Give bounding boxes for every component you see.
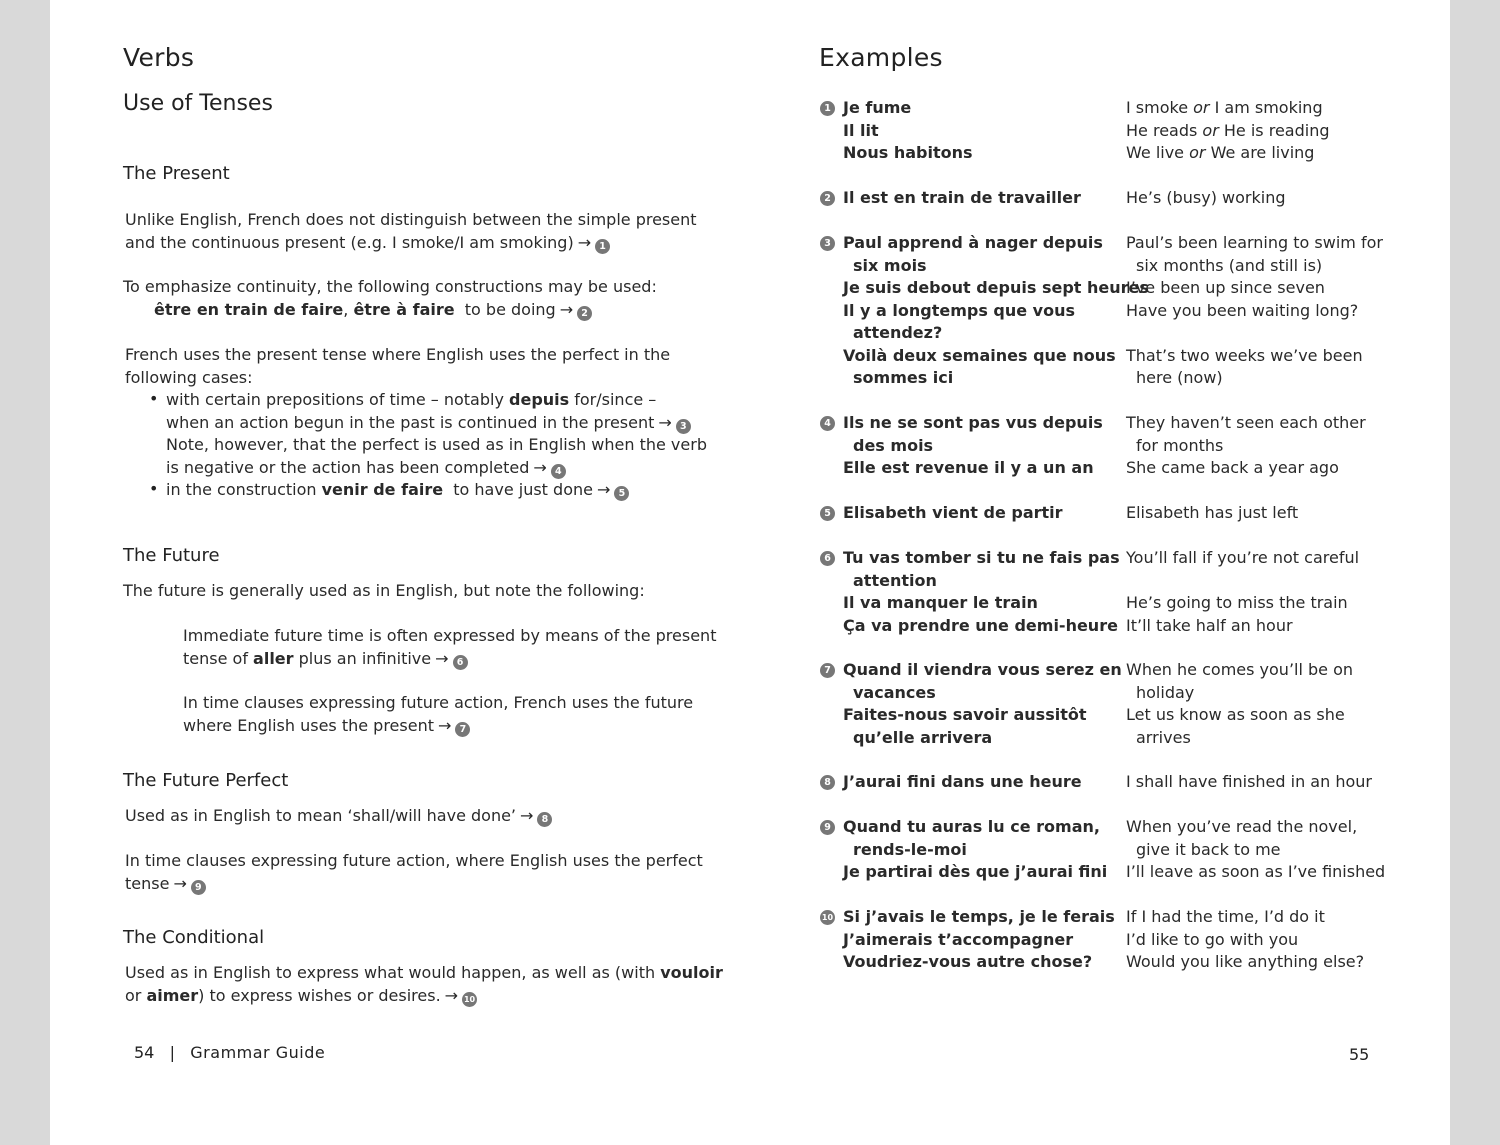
text-line: is negative or the action has been completed [166, 457, 530, 477]
bullet-icon: • [149, 389, 159, 408]
footer-left [134, 1043, 325, 1062]
french-line: Je fume [843, 98, 912, 117]
french-line: Si j’avais le temps, je le ferais [843, 907, 1115, 926]
present-p1 [125, 209, 697, 254]
translation: to be doing [464, 299, 556, 319]
text-line: In time clauses expressing future action, where English uses the perfect [125, 851, 703, 870]
example-ref-7[interactable]: 7 [455, 722, 470, 737]
french-term: vouloir [660, 963, 723, 982]
text-line: Used as in English to mean ‘shall/will have done’ [125, 806, 517, 825]
arrow-icon: → [435, 648, 449, 668]
french-line: Il y a longtemps que vous [843, 300, 1076, 320]
text-line: and the continuous present (e.g. I smoke/I am smoking) [125, 232, 574, 252]
english-line: holiday [1136, 682, 1195, 702]
example-number-8: 8 [820, 775, 835, 790]
french-line: Voilà deux semaines que nous [843, 345, 1116, 365]
english-line: six months (and still is) [1136, 255, 1323, 275]
example-4-french [843, 412, 1103, 480]
example-number-4: 4 [820, 416, 835, 431]
footer-title: Grammar Guide [190, 1043, 326, 1062]
english-line: Paul’s been learning to swim for [1126, 233, 1383, 252]
french-line: attendez? [853, 323, 943, 342]
example-number-5: 5 [820, 506, 835, 521]
footer-separator: | [169, 1043, 176, 1062]
text-line: following cases: [125, 367, 253, 387]
english-line: That’s two weeks we’ve been [1126, 345, 1363, 365]
example-ref-8[interactable]: 8 [537, 812, 552, 827]
english-line: I’ve been up since seven [1126, 278, 1325, 297]
french-line: Tu vas tomber si tu ne fais pas [843, 548, 1120, 567]
arrow-icon: → [559, 299, 574, 319]
text-line: tense [125, 873, 170, 893]
bullet-icon: • [149, 479, 159, 498]
example-5-english: Elisabeth has just left [1126, 503, 1299, 522]
english-line: arrives [1136, 727, 1191, 747]
page-subtitle: Use of Tenses [123, 91, 273, 116]
english-line: I’d like to go with you [1126, 929, 1299, 949]
example-ref-10[interactable]: 10 [462, 992, 477, 1007]
present-p3 [125, 344, 670, 389]
text-span: He is reading [1218, 120, 1330, 140]
example-6-english [1126, 547, 1359, 637]
text-span: I am smoking [1209, 98, 1323, 117]
french-line: rends-le-moi [853, 839, 967, 859]
example-2-english: He’s (busy) working [1126, 188, 1286, 207]
text-span: or [1189, 143, 1206, 162]
example-6-french [843, 547, 1120, 637]
example-3-english [1126, 232, 1383, 390]
english-line: Let us know as soon as she [1126, 705, 1345, 724]
french-line: sommes ici [853, 368, 954, 387]
english-line: If I had the time, I’d do it [1126, 907, 1325, 926]
english-line: It’ll take half an hour [1126, 615, 1293, 635]
heading-present: The Present [123, 163, 230, 184]
french-line: Ça va prendre une demi-heure [843, 615, 1118, 635]
example-8-french: J’aurai fini dans une heure [843, 772, 1082, 791]
french-line: Quand il viendra vous serez en [843, 660, 1122, 679]
conditional-p1 [125, 962, 723, 1007]
example-1-english [1126, 97, 1329, 165]
arrow-icon: → [173, 873, 187, 893]
english-line: give it back to me [1136, 839, 1281, 859]
heading-future-perfect: The Future Perfect [123, 770, 289, 791]
future-perfect-p1 [125, 805, 552, 828]
text-span: or [1202, 120, 1219, 140]
book-spread [50, 0, 1450, 1145]
text-line: Immediate future time is often expressed by means of the present [183, 626, 717, 645]
english-line: Have you been waiting long? [1126, 300, 1359, 320]
text-line: Unlike English, French does not distinguish between the simple present [125, 210, 697, 229]
french-line: Paul apprend à nager depuis [843, 233, 1103, 252]
example-7-english [1126, 659, 1353, 749]
example-number-9: 9 [820, 820, 835, 835]
examples-title: Examples [819, 43, 943, 72]
english-line: here (now) [1136, 368, 1223, 387]
text-line: In time clauses expressing future action, French uses the future [183, 693, 694, 712]
text-span: We are living [1205, 143, 1315, 162]
text-line: when an action begun in the past is continued in the present [166, 412, 655, 432]
french-term: être à faire [353, 299, 455, 319]
english-line: Would you like anything else? [1126, 952, 1365, 971]
text-span: in the construction [166, 480, 322, 499]
text-span: tense of [183, 648, 254, 668]
example-ref-3[interactable]: 3 [676, 419, 691, 434]
bullet-1 [166, 389, 707, 479]
example-ref-6[interactable]: 6 [453, 655, 468, 670]
example-5-french: Elisabeth vient de partir [843, 503, 1063, 522]
text-span: or [125, 985, 147, 1005]
text-span: Used as in English to express what would happen, as well as (with [125, 963, 661, 982]
arrow-icon: → [658, 412, 672, 432]
example-number-3: 3 [820, 236, 835, 251]
text-span: He reads [1126, 120, 1203, 140]
french-line: qu’elle arrivera [853, 727, 993, 747]
french-line: des mois [853, 435, 934, 455]
french-term: être en train de faire [154, 299, 344, 319]
example-3-french [843, 232, 1149, 390]
english-line: You’ll fall if you’re not careful [1126, 548, 1360, 567]
bullet-2 [166, 479, 629, 502]
french-line: Je suis debout depuis sept heures [843, 278, 1149, 297]
heading-conditional: The Conditional [123, 927, 265, 948]
french-term: depuis [509, 390, 570, 409]
example-ref-2[interactable]: 2 [577, 306, 592, 321]
example-ref-5[interactable]: 5 [614, 486, 629, 501]
example-number-1: 1 [820, 101, 835, 116]
arrow-icon: → [596, 480, 611, 499]
example-number-2: 2 [820, 191, 835, 206]
text-span: We live [1126, 143, 1190, 162]
english-line: They haven’t seen each other [1126, 413, 1366, 432]
example-number-10: 10 [820, 910, 835, 925]
text-line: where English uses the present [183, 715, 434, 735]
arrow-icon: → [577, 232, 592, 252]
french-line: Faites-nous savoir aussitôt [843, 705, 1087, 724]
french-line: Nous habitons [843, 143, 973, 162]
example-4-english [1126, 412, 1366, 480]
present-p2 [123, 276, 657, 321]
example-10-english [1126, 906, 1364, 974]
future-p1 [183, 625, 716, 670]
example-8-english: I shall have finished in an hour [1126, 772, 1372, 791]
french-line: Il va manquer le train [843, 593, 1038, 612]
text-line: French uses the present tense where English uses the perfect in the [125, 345, 671, 364]
french-line: Elle est revenue il y a un an [843, 458, 1094, 477]
translation: to have just done [453, 480, 593, 499]
example-9-english [1126, 816, 1385, 884]
text-span: plus an infinitive [293, 648, 432, 668]
heading-future: The Future [123, 545, 220, 566]
example-number-6: 6 [820, 551, 835, 566]
french-term: aimer [146, 985, 199, 1005]
text-span: or [1193, 98, 1210, 117]
example-9-french [843, 816, 1107, 884]
example-1-french [843, 97, 973, 165]
example-ref-4[interactable]: 4 [551, 464, 566, 479]
text-span: I smoke [1126, 98, 1194, 117]
example-number-7: 7 [820, 663, 835, 678]
english-line: I’ll leave as soon as I’ve finished [1126, 862, 1386, 881]
french-line: attention [853, 570, 937, 590]
english-line: When you’ve read the novel, [1126, 817, 1358, 836]
english-line: When he comes you’ll be on [1126, 660, 1354, 679]
example-2-french: Il est en train de travailler [843, 188, 1081, 207]
future-p2 [183, 692, 693, 737]
french-term: venir de faire [321, 480, 444, 499]
page-number: 54 [134, 1043, 155, 1062]
example-7-french [843, 659, 1122, 749]
french-line: J’aimerais t’accompagner [843, 929, 1074, 949]
text-line: To emphasize continuity, the following constructions may be used: [123, 277, 657, 296]
french-line: Je partirai dès que j’aurai fini [843, 862, 1108, 881]
arrow-icon: → [533, 457, 547, 477]
future-perfect-p2 [125, 850, 703, 895]
section-title: Verbs [123, 43, 195, 72]
example-10-french [843, 906, 1115, 974]
french-line: Ils ne se sont pas vus depuis [843, 413, 1103, 432]
future-intro: The future is generally used as in English, but note the following: [123, 581, 645, 600]
arrow-icon: → [520, 806, 534, 825]
example-ref-9[interactable]: 9 [191, 880, 206, 895]
english-line: He’s going to miss the train [1126, 593, 1348, 612]
english-line: for months [1136, 435, 1224, 455]
arrow-icon: → [438, 715, 452, 735]
example-ref-1[interactable]: 1 [595, 239, 610, 254]
french-line: vacances [853, 682, 936, 702]
separator: , [343, 299, 354, 319]
french-line: six mois [853, 255, 927, 275]
french-line: Il lit [843, 120, 879, 140]
page-number-right: 55 [1349, 1045, 1370, 1064]
french-line: Quand tu auras lu ce roman, [843, 817, 1100, 836]
french-term: aller [253, 648, 294, 668]
text-span: for/since – [569, 390, 657, 409]
text-span: with certain prepositions of time – notably [166, 390, 510, 409]
english-line: She came back a year ago [1126, 458, 1339, 477]
text-line: Note, however, that the perfect is used as in English when the verb [166, 435, 707, 454]
arrow-icon: → [444, 985, 459, 1005]
french-line: Voudriez-vous autre chose? [843, 952, 1093, 971]
text-span: ) to express wishes or desires. [198, 985, 441, 1005]
